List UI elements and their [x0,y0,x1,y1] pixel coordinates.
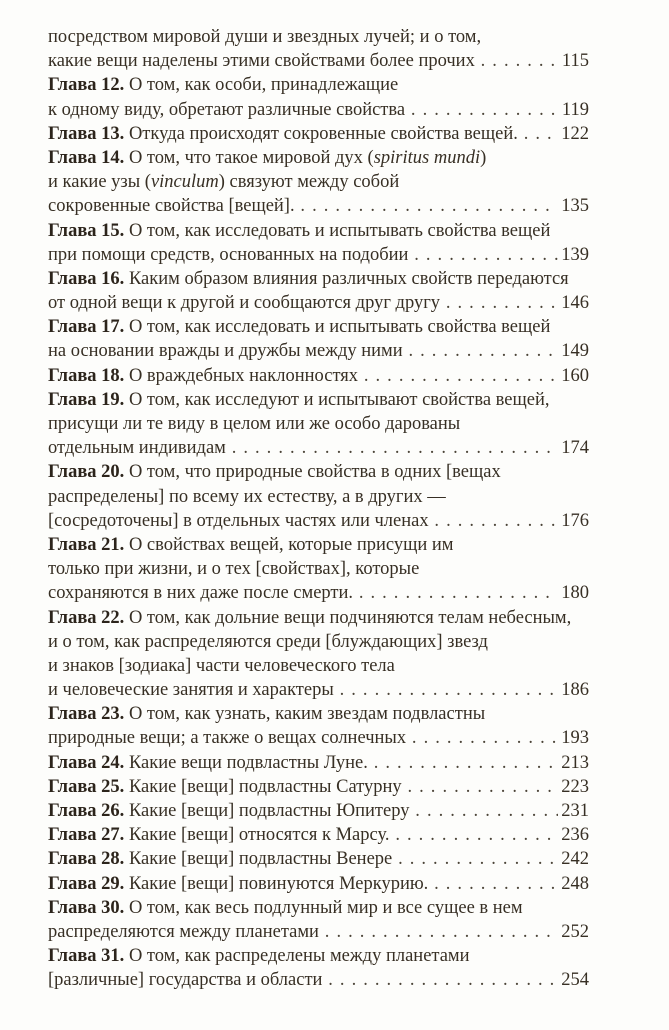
page-number: 223 [561,776,589,797]
toc-line-text [48,726,406,750]
toc-line-text [48,412,460,436]
entry-text: [различные] государства и области [48,970,323,991]
toc-line [48,654,589,678]
page-number: 139 [561,244,589,265]
toc-line [48,799,589,823]
entry-text: О том, как распределены между планетами [124,946,470,967]
entry-text: Какие [вещи] повинуются Меркурию. [124,873,429,894]
dot-leader [358,364,558,388]
entry-text: и знаков [зодиака] части человеческого тела [48,655,395,676]
toc-entry [48,315,589,363]
toc-line [48,920,589,944]
dot-leader [226,436,558,460]
toc-line-text [48,436,226,460]
page-number: 254 [561,970,589,991]
entry-text: Какие [вещи] подвластны Венере [124,849,393,870]
toc-line-text [48,847,392,871]
toc-entry [48,73,589,121]
entry-text: сокровенные свойства [вещей]. [48,196,295,217]
page-number: 213 [561,752,589,773]
entry-text: О враждебных наклонностях [124,365,359,386]
toc-entry [48,388,589,461]
toc-line [48,194,589,218]
chapter-label: Глава 26. [48,801,125,821]
toc-line-text [48,73,398,97]
entry-text: ) [480,147,487,168]
page-number: 122 [561,123,589,144]
toc-line [48,944,589,968]
toc-line-text [48,194,295,218]
toc-line [48,726,589,750]
entry-text: посредством мировой души и звездных лучей; и о том, [48,27,482,47]
chapter-label: Глава 31. [48,946,125,967]
dot-leader [406,726,558,750]
toc-line [48,509,589,533]
dot-leader [368,751,558,775]
page-number: 146 [561,293,589,314]
chapter-label: Глава 27. [48,825,125,846]
dot-leader [518,122,558,146]
toc-line [48,243,589,267]
toc-line-text [48,460,501,484]
dot-leader [392,847,558,871]
toc-line [48,872,589,896]
chapter-label: Глава 24. [48,752,125,773]
entry-text: какие вещи наделены этими свойствами более прочих [48,51,475,72]
toc-line [48,702,589,726]
chapter-label: Глава 22. [48,607,125,628]
dot-leader [429,509,559,533]
latin-term: vinculum [150,172,219,193]
toc-line [48,606,589,630]
toc-line-text [48,243,408,267]
toc-line-text [48,339,403,363]
toc-line-text [48,775,402,799]
chapter-label: Глава 28. [48,849,125,870]
toc-line-text [48,872,428,896]
toc-line-text [48,557,419,581]
page-number: 193 [561,728,589,749]
toc-line-text [48,485,446,509]
toc-line [48,25,589,49]
entry-text: Какие [вещи] относятся к Марсу. [124,825,390,846]
toc-line [48,315,589,339]
toc-entry [48,702,589,750]
dot-leader [403,339,559,363]
toc-line-text [48,146,486,170]
page-number: 176 [561,510,589,531]
chapter-label: Глава 17. [48,317,125,338]
entry-text: распределены] по всему их естеству, а в других — [48,486,446,507]
dot-leader [295,194,559,218]
toc-line-text [48,122,518,146]
entry-text: на основании вражды и дружбы между ними [48,341,403,362]
toc-entry [48,872,589,896]
dot-leader [322,968,558,992]
toc-line-text [48,799,409,823]
toc-line-text [48,49,475,73]
chapter-label: Глава 16. [48,268,125,289]
entry-text: Какие вещи подвластны Луне. [124,752,368,773]
dot-leader [390,823,559,847]
dot-leader [428,872,558,896]
dot-leader [334,678,558,702]
toc-line [48,460,589,484]
chapter-label: Глава 12. [48,75,125,96]
toc-line [48,170,589,194]
entry-text: только при жизни, и о тех [свойствах], которые [48,559,420,580]
chapter-label: Глава 29. [48,873,125,894]
entry-text: Какие [вещи] подвластны Сатурну [124,776,402,797]
page-number: 248 [561,873,589,894]
toc-entry [48,751,589,775]
entry-text: и человеческие занятия и характеры [48,680,334,701]
toc-entry [48,25,589,73]
entry-text: О том, как узнать, каким звездам подвластны [124,704,486,725]
toc-entry [48,944,589,992]
toc-line [48,775,589,799]
entry-text: О том, как исследовать и испытывать свойства вещей [124,317,551,338]
toc-line [48,823,589,847]
chapter-label: Глава 14. [48,147,125,168]
entry-text: к одному виду, обретают различные свойства [48,99,406,120]
toc-entry [48,146,589,219]
chapter-label: Глава 19. [48,389,125,410]
entry-text: и о том, как распределяются среди [блуждающих] звезд [48,631,488,652]
entry-text: ) связуют между собой [218,172,400,193]
entry-text: присущи ли те виду в целом или же особо дарованы [48,414,461,434]
toc-line [48,267,589,291]
latin-term: spiritus mundi [373,147,481,168]
toc-line [48,485,589,509]
toc-line-text [48,25,481,49]
toc-line [48,98,589,122]
toc-line-text [48,896,523,920]
toc-entry [48,122,589,146]
dot-leader [353,581,558,605]
toc-line-text [48,823,390,847]
page-number: 231 [561,801,589,821]
entry-text: сохраняются в них даже после смерти. [48,583,354,604]
toc-line [48,122,589,146]
toc-line-text [48,920,319,944]
toc-line [48,847,589,871]
dot-leader [405,98,559,122]
toc-line-text [48,291,440,315]
chapter-label: Глава 15. [48,220,125,241]
toc-line [48,388,589,412]
toc-entry [48,896,589,944]
page-number: 236 [561,825,589,846]
toc-line-text [48,944,470,968]
toc-entry [48,823,589,847]
toc-line-text [48,219,550,243]
page-number: 149 [561,341,589,362]
entry-text: О том, что такое мировой дух ( [124,147,374,168]
toc-line-text [48,751,368,775]
toc-line [48,968,589,992]
entry-text: Каким образом влияния различных свойств передаются [124,268,569,289]
toc-line-text [48,678,334,702]
toc-line-text [48,968,322,992]
toc-line [48,339,589,363]
page-number: 186 [561,680,589,701]
toc-line-text [48,630,488,654]
chapter-label: Глава 30. [48,897,125,918]
toc-line [48,557,589,581]
chapter-label: Глава 20. [48,462,125,483]
toc-line [48,581,589,605]
dot-leader [408,243,558,267]
toc-line-text [48,654,395,678]
entry-text: отдельным индивидам [48,438,226,459]
entry-text: распределяются между планетами [48,921,319,942]
toc-entry [48,219,589,267]
toc-entry [48,847,589,871]
entry-text: [сосредоточены] в отдельных частях или членах [48,510,429,531]
toc-line [48,219,589,243]
entry-text: О том, как исследуют и испытывают свойства вещей, [124,389,550,410]
dot-leader [475,49,559,73]
toc-line [48,751,589,775]
toc-line-text [48,315,550,339]
toc-entry [48,799,589,823]
page-number: 160 [561,365,589,386]
page-number: 252 [561,921,589,942]
toc-line-text [48,533,454,557]
chapter-label: Глава 25. [48,776,125,797]
entry-text: О том, как особи, принадлежащие [124,75,399,96]
dot-leader [402,775,559,799]
dot-leader [319,920,558,944]
toc-line-text [48,98,405,122]
toc-entry [48,267,589,315]
toc-line-text [48,509,429,533]
toc-entry [48,533,589,606]
dot-leader [440,291,558,315]
toc-line [48,412,589,436]
toc-line-text [48,267,569,291]
chapter-label: Глава 23. [48,704,125,725]
page-number: 135 [561,196,589,217]
table-of-contents [48,25,589,993]
page-number: 119 [561,99,589,120]
toc-line [48,146,589,170]
entry-text: природные вещи; а также о вещах солнечных [48,728,407,749]
page-number: 115 [561,51,589,72]
entry-text: и какие узы ( [48,172,151,193]
entry-text: О свойствах вещей, которые присущи им [124,534,454,555]
toc-line-text [48,364,358,388]
toc-line [48,896,589,920]
toc-line-text [48,702,485,726]
dot-leader [409,799,558,823]
toc-line [48,533,589,557]
entry-text: Откуда происходят сокровенные свойства вещей. [124,123,518,144]
page-number: 242 [561,849,589,870]
toc-line [48,678,589,702]
entry-text: при помощи средств, основанных на подобии [48,244,409,265]
toc-line [48,630,589,654]
toc-entry [48,460,589,533]
toc-line-text [48,581,353,605]
toc-entry [48,775,589,799]
entry-text: от одной вещи к другой и сообщаются друг другу [48,293,441,314]
toc-line [48,364,589,388]
toc-line-text [48,170,399,194]
entry-text: О том, что природные свойства в одних [вещах [124,462,501,483]
toc-line [48,436,589,460]
chapter-label: Глава 13. [48,123,125,144]
entry-text: О том, как весь подлунный мир и все сущее в нем [124,897,523,918]
toc-entry [48,364,589,388]
toc-line [48,291,589,315]
toc-entry [48,606,589,703]
toc-line [48,49,589,73]
toc-line-text [48,388,550,412]
entry-text: О том, как исследовать и испытывать свойства вещей [124,220,551,241]
page-number: 180 [561,583,589,604]
toc-line-text [48,606,571,630]
entry-text: О том, как дольние вещи подчиняются телам небесным, [124,607,572,628]
chapter-label: Глава 21. [48,534,125,555]
toc-line [48,73,589,97]
entry-text: Какие [вещи] подвластны Юпитеру [124,801,410,821]
chapter-label: Глава 18. [48,365,125,386]
page-number: 174 [561,438,589,459]
